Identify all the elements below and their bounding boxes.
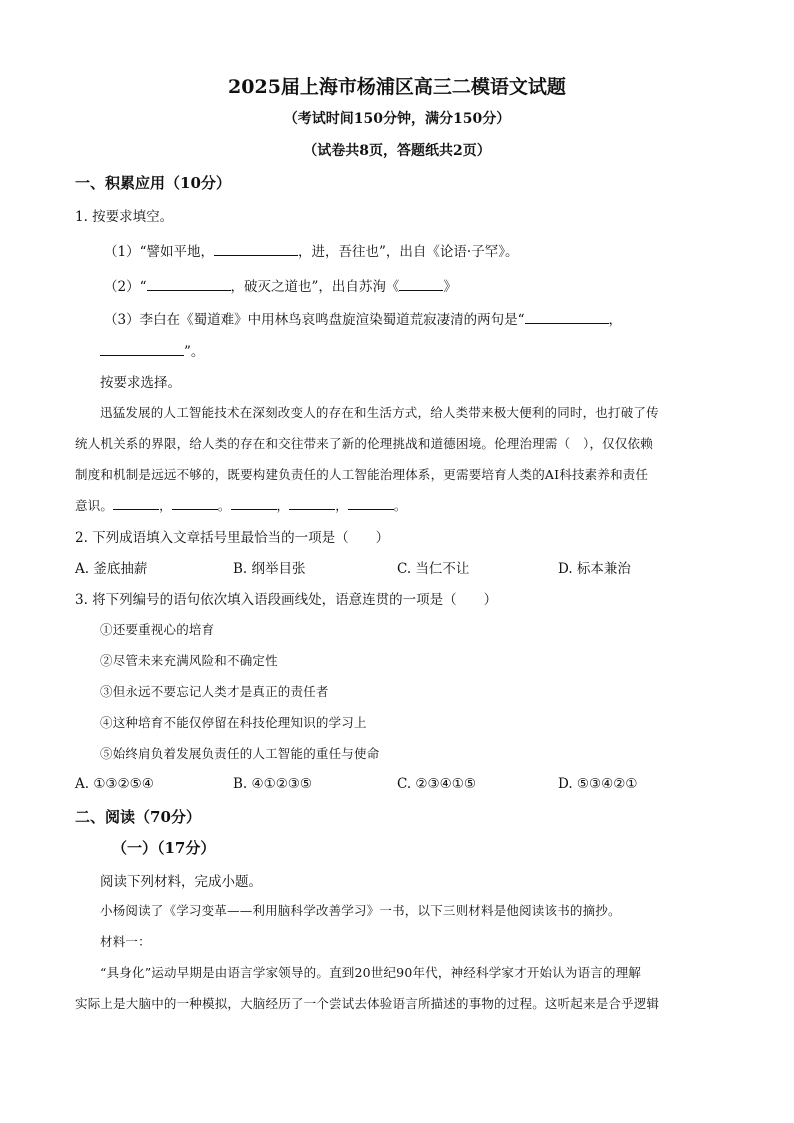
reading-instruction: 阅读下列材料，完成小题。 [100,874,262,890]
question-3-sentence: ④这种培育不能仅停留在科技伦理知识的学习上 [100,715,367,730]
select-intro: 按要求选择。 [100,375,181,391]
question-2-option-b[interactable]: B. 纲举目张 [233,561,306,577]
question-2-option-c[interactable]: C. 当仁不让 [397,561,470,577]
question-3-option-c[interactable]: C. ②③④①⑤ [397,776,476,792]
question-3-option-d[interactable]: D. ⑤③④②① [558,776,638,792]
exam-time-note: （考试时间150分钟，满分150分） [283,111,511,127]
question-3-sentence: ③但永远不要忘记人类才是真正的责任者 [100,684,329,699]
question-2-option-a[interactable]: A. 釜底抽薪 [75,561,148,577]
item-2-prefix: （2）“ [104,279,147,295]
line-blank[interactable] [348,496,394,510]
question-1-item-3 [104,308,622,328]
question-3-option-a[interactable]: A. ①③②⑤④ [75,776,154,792]
reading-part-heading: （一）（17分） [112,839,216,857]
line-blank[interactable] [231,496,277,510]
item-3-separator: ， [608,312,622,328]
question-3-stem: 3. 将下列编号的语句依次填入语段画线处，语意连贯的一项是（ ） [75,592,498,608]
line-blank[interactable] [113,496,159,510]
question-3-sentence: ②尽管未来充满风险和不确定性 [100,653,278,668]
material-line: “具身化”运动早期是由语言学家领导的。直到20世纪90年代，神经科学家才开始认为语言的理解 [100,965,642,980]
item-3-prefix: （3）李白在《蜀道难》中用林鸟哀鸣盘旋渲染蜀道荒寂凄清的两句是“ [104,312,525,328]
passage-line: 统人机关系的界限，给人类的存在和交往带来了新的伦理挑战和道德困境。伦理治理需（ ），仅仅依赖 [75,436,653,451]
item-1-suffix: ，进，吾往也”，出自《论语·子罕》。 [298,244,519,260]
question-1-stem: 1. 按要求填空。 [75,209,174,225]
exam-pages-note: （试卷共8页，答题纸共2页） [303,143,491,159]
passage-line: 迅猛发展的人工智能技术在深刻改变人的存在和生活方式，给人类带来极大便利的同时，也打破了传 [100,405,659,420]
question-3-option-b[interactable]: B. ④①②③⑤ [233,776,313,792]
section-heading-accumulation: 一、积累应用（10分） [75,174,231,192]
question-3-sentence: ①还要重视心的培育 [100,622,215,637]
question-1-item-3-cont [100,340,204,360]
passage-last-text: 意识。 [75,498,114,513]
question-1-item-1 [104,240,518,260]
line-blank[interactable] [172,496,218,510]
answer-blank[interactable] [214,242,298,256]
passage-line-last: 意识。 ， 。 ， ， 。 [75,498,407,513]
question-3-sentence: ⑤始终肩负着发展负责任的人工智能的重任与使命 [100,746,380,761]
question-2-stem: 2. 下列成语填入文章括号里最恰当的一项是（ ） [75,530,390,546]
material-line: 实际上是大脑中的一种模拟，大脑经历了一个尝试去体验语言所描述的事物的过程。这听起来是合乎逻辑 [75,996,660,1011]
line-blank[interactable] [289,496,335,510]
item-2-middle: ，破灭之道也”，出自苏洵《 [230,279,400,295]
section-heading-reading: 二、阅读（70分） [75,808,201,826]
reading-intro: 小杨阅读了《学习变革——利用脑科学改善学习》一书，以下三则材料是他阅读该书的摘抄。 [100,903,621,918]
answer-blank[interactable] [525,310,609,324]
item-3-end: ”。 [184,344,205,360]
question-2-option-d[interactable]: D. 标本兼治 [558,561,631,577]
answer-blank[interactable] [147,277,231,291]
exam-title: 2025届上海市杨浦区高三二模语文试题 [228,76,566,98]
item-2-end: 》 [443,279,457,295]
answer-blank[interactable] [100,342,184,356]
answer-blank[interactable] [399,277,443,291]
item-1-prefix: （1）“譬如平地， [104,244,214,260]
passage-line: 制度和机制是远远不够的，既要构建负责任的人工智能治理体系，更需要培育人类的AI科技素养和责任 [75,467,649,482]
question-1-item-2 [104,275,457,295]
material-label: 材料一： [100,934,151,949]
